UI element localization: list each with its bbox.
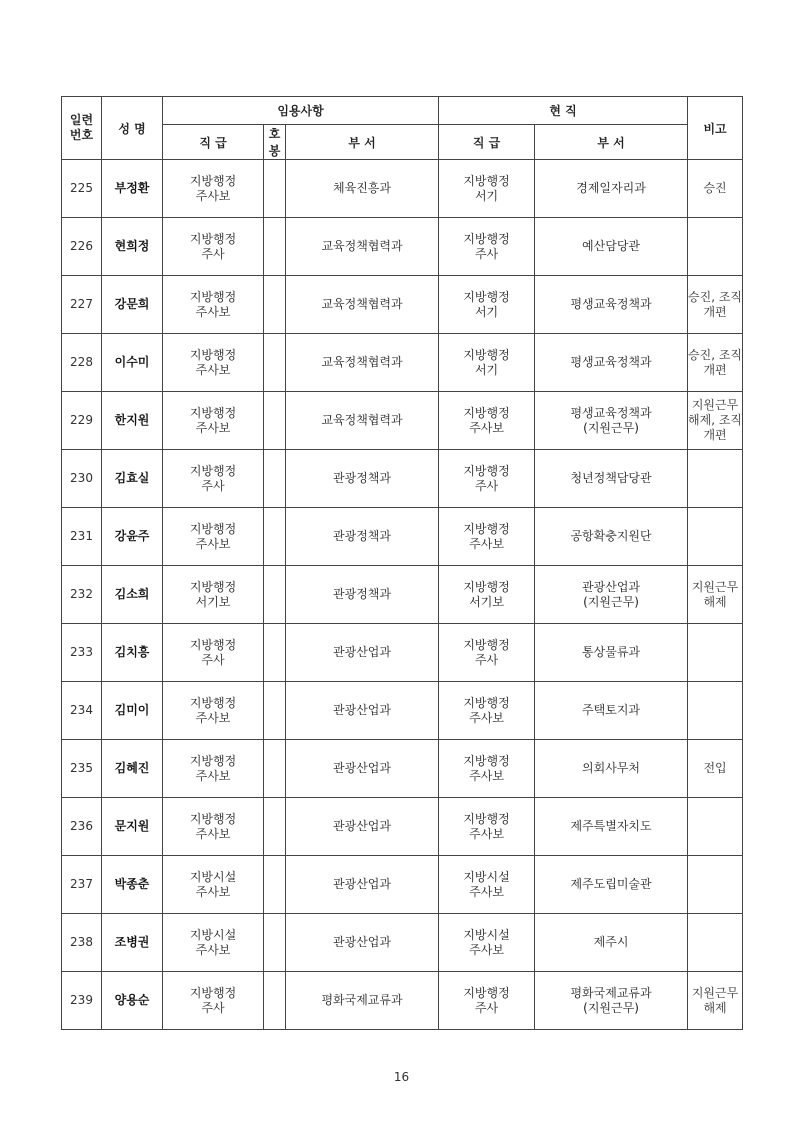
cell-seq: 238 [62,914,102,972]
cell-appt-rank: 지방시설 주사보 [163,914,264,972]
cell-appt-step [264,276,286,334]
cell-seq: 228 [62,334,102,392]
table-row [62,682,743,740]
cell-name: 양용순 [102,972,163,1030]
cell-name: 김소희 [102,566,163,624]
cell-seq: 239 [62,972,102,1030]
cell-appt-dept: 교육정책협력과 [286,218,439,276]
cell-note: 지원근무 해제 [688,972,743,1030]
cell-appt-rank: 지방행정 주사보 [163,508,264,566]
cell-note [688,218,743,276]
cell-appt-dept: 관광산업과 [286,856,439,914]
cell-appt-step [264,972,286,1030]
cell-name: 김효실 [102,450,163,508]
cell-appt-rank: 지방행정 주사보 [163,682,264,740]
header-curr-rank: 직 급 [439,125,535,160]
cell-note [688,624,743,682]
table-row [62,276,743,334]
cell-seq: 236 [62,798,102,856]
cell-appt-dept: 평화국제교류과 [286,972,439,1030]
cell-appt-dept: 교육정책협력과 [286,276,439,334]
table-row [62,508,743,566]
table-row [62,392,743,450]
table-body [62,160,743,1030]
cell-name: 현희정 [102,218,163,276]
cell-seq: 232 [62,566,102,624]
cell-name: 한지원 [102,392,163,450]
cell-appt-rank: 지방행정 주사보 [163,740,264,798]
header-appt-dept: 부 서 [286,125,439,160]
cell-curr-rank: 지방행정 주사보 [439,798,535,856]
cell-curr-rank: 지방행정 주사보 [439,682,535,740]
cell-curr-dept: 평생교육정책과 [535,276,688,334]
cell-note: 승진, 조직 개편 [688,334,743,392]
cell-appt-rank: 지방행정 주사 [163,450,264,508]
cell-appt-dept: 관광정책과 [286,450,439,508]
cell-seq: 229 [62,392,102,450]
cell-seq: 235 [62,740,102,798]
cell-curr-dept: 제주특별자치도 [535,798,688,856]
cell-appt-rank: 지방시설 주사보 [163,856,264,914]
cell-curr-dept: 평화국제교류과 (지원근무) [535,972,688,1030]
cell-curr-dept: 통상물류과 [535,624,688,682]
table-row [62,972,743,1030]
cell-appt-rank: 지방행정 주사 [163,218,264,276]
cell-name: 김미이 [102,682,163,740]
cell-appt-step [264,450,286,508]
cell-appt-step [264,682,286,740]
cell-curr-rank: 지방시설 주사보 [439,856,535,914]
cell-appt-rank: 지방행정 주사 [163,972,264,1030]
cell-name: 강윤주 [102,508,163,566]
cell-appt-step [264,508,286,566]
cell-name: 조병권 [102,914,163,972]
cell-name: 박종춘 [102,856,163,914]
cell-appt-step [264,856,286,914]
cell-appt-dept: 관광산업과 [286,682,439,740]
cell-name: 문지원 [102,798,163,856]
cell-curr-dept: 평생교육정책과 [535,334,688,392]
cell-note: 전입 [688,740,743,798]
cell-note: 승진 [688,160,743,218]
table-row [62,160,743,218]
header-current-group: 현 직 [439,97,688,125]
header-appointment-group: 임용사항 [163,97,439,125]
cell-seq: 231 [62,508,102,566]
cell-note: 지원근무 해제, 조직 개편 [688,392,743,450]
table-row [62,566,743,624]
cell-curr-rank: 지방행정 주사 [439,972,535,1030]
cell-appt-dept: 관광정책과 [286,566,439,624]
cell-seq: 225 [62,160,102,218]
cell-name: 강문희 [102,276,163,334]
cell-curr-dept: 제주시 [535,914,688,972]
table-row [62,856,743,914]
table-row [62,624,743,682]
cell-name: 김혜진 [102,740,163,798]
page-number: 16 [393,1070,410,1084]
cell-note [688,450,743,508]
cell-name: 김치흥 [102,624,163,682]
cell-appt-rank: 지방행정 주사보 [163,334,264,392]
cell-seq: 237 [62,856,102,914]
table-row [62,450,743,508]
cell-seq: 230 [62,450,102,508]
cell-appt-dept: 교육정책협력과 [286,334,439,392]
cell-curr-dept: 청년정책담당관 [535,450,688,508]
cell-curr-rank: 지방행정 주사보 [439,508,535,566]
cell-appt-step [264,218,286,276]
cell-appt-step [264,914,286,972]
header-curr-dept: 부 서 [535,125,688,160]
cell-appt-step [264,392,286,450]
cell-curr-rank: 지방행정 서기보 [439,566,535,624]
cell-note [688,914,743,972]
cell-appt-rank: 지방행정 주사보 [163,798,264,856]
cell-curr-rank: 지방행정 주사보 [439,740,535,798]
cell-seq: 227 [62,276,102,334]
cell-appt-dept: 관광산업과 [286,914,439,972]
table-row [62,914,743,972]
cell-curr-rank: 지방행정 주사 [439,218,535,276]
cell-appt-step [264,160,286,218]
cell-note: 지원근무 해제 [688,566,743,624]
cell-curr-dept: 경제일자리과 [535,160,688,218]
table-row [62,334,743,392]
header-note: 비고 [688,97,743,160]
cell-curr-dept: 주택토지과 [535,682,688,740]
cell-appt-dept: 관광산업과 [286,740,439,798]
cell-appt-rank: 지방행정 서기보 [163,566,264,624]
cell-curr-dept: 관광산업과 (지원근무) [535,566,688,624]
cell-appt-dept: 교육정책협력과 [286,392,439,450]
cell-curr-rank: 지방행정 주사 [439,624,535,682]
header-seq: 일련 번호 [62,97,102,160]
cell-seq: 233 [62,624,102,682]
cell-seq: 234 [62,682,102,740]
cell-appt-step [264,566,286,624]
cell-appt-step [264,334,286,392]
cell-curr-rank: 지방행정 서기 [439,160,535,218]
cell-appt-rank: 지방행정 주사보 [163,392,264,450]
header-appt-rank: 직 급 [163,125,264,160]
cell-curr-rank: 지방행정 서기 [439,276,535,334]
header-name: 성 명 [102,97,163,160]
cell-name: 부정환 [102,160,163,218]
cell-curr-dept: 공항확충지원단 [535,508,688,566]
table-header [62,97,743,160]
cell-curr-rank: 지방시설 주사보 [439,914,535,972]
cell-appt-step [264,798,286,856]
cell-note [688,508,743,566]
cell-appt-dept: 관광정책과 [286,508,439,566]
cell-appt-dept: 체육진흥과 [286,160,439,218]
cell-note [688,856,743,914]
cell-appt-step [264,740,286,798]
cell-curr-rank: 지방행정 서기 [439,334,535,392]
header-appt-step: 호봉 [264,125,286,160]
cell-curr-rank: 지방행정 주사 [439,450,535,508]
cell-appt-rank: 지방행정 주사보 [163,276,264,334]
cell-name: 이수미 [102,334,163,392]
cell-appt-rank: 지방행정 주사 [163,624,264,682]
personnel-appointment-table [61,96,743,1030]
cell-curr-rank: 지방행정 주사보 [439,392,535,450]
cell-appt-rank: 지방행정 주사보 [163,160,264,218]
cell-seq: 226 [62,218,102,276]
cell-appt-dept: 관광산업과 [286,624,439,682]
cell-curr-dept: 평생교육정책과 (지원근무) [535,392,688,450]
cell-note [688,682,743,740]
table-row [62,798,743,856]
cell-note [688,798,743,856]
cell-curr-dept: 의회사무처 [535,740,688,798]
cell-appt-dept: 관광산업과 [286,798,439,856]
table-row [62,218,743,276]
cell-curr-dept: 예산담당관 [535,218,688,276]
table-row [62,740,743,798]
cell-curr-dept: 제주도립미술관 [535,856,688,914]
cell-note: 승진, 조직 개편 [688,276,743,334]
cell-appt-step [264,624,286,682]
